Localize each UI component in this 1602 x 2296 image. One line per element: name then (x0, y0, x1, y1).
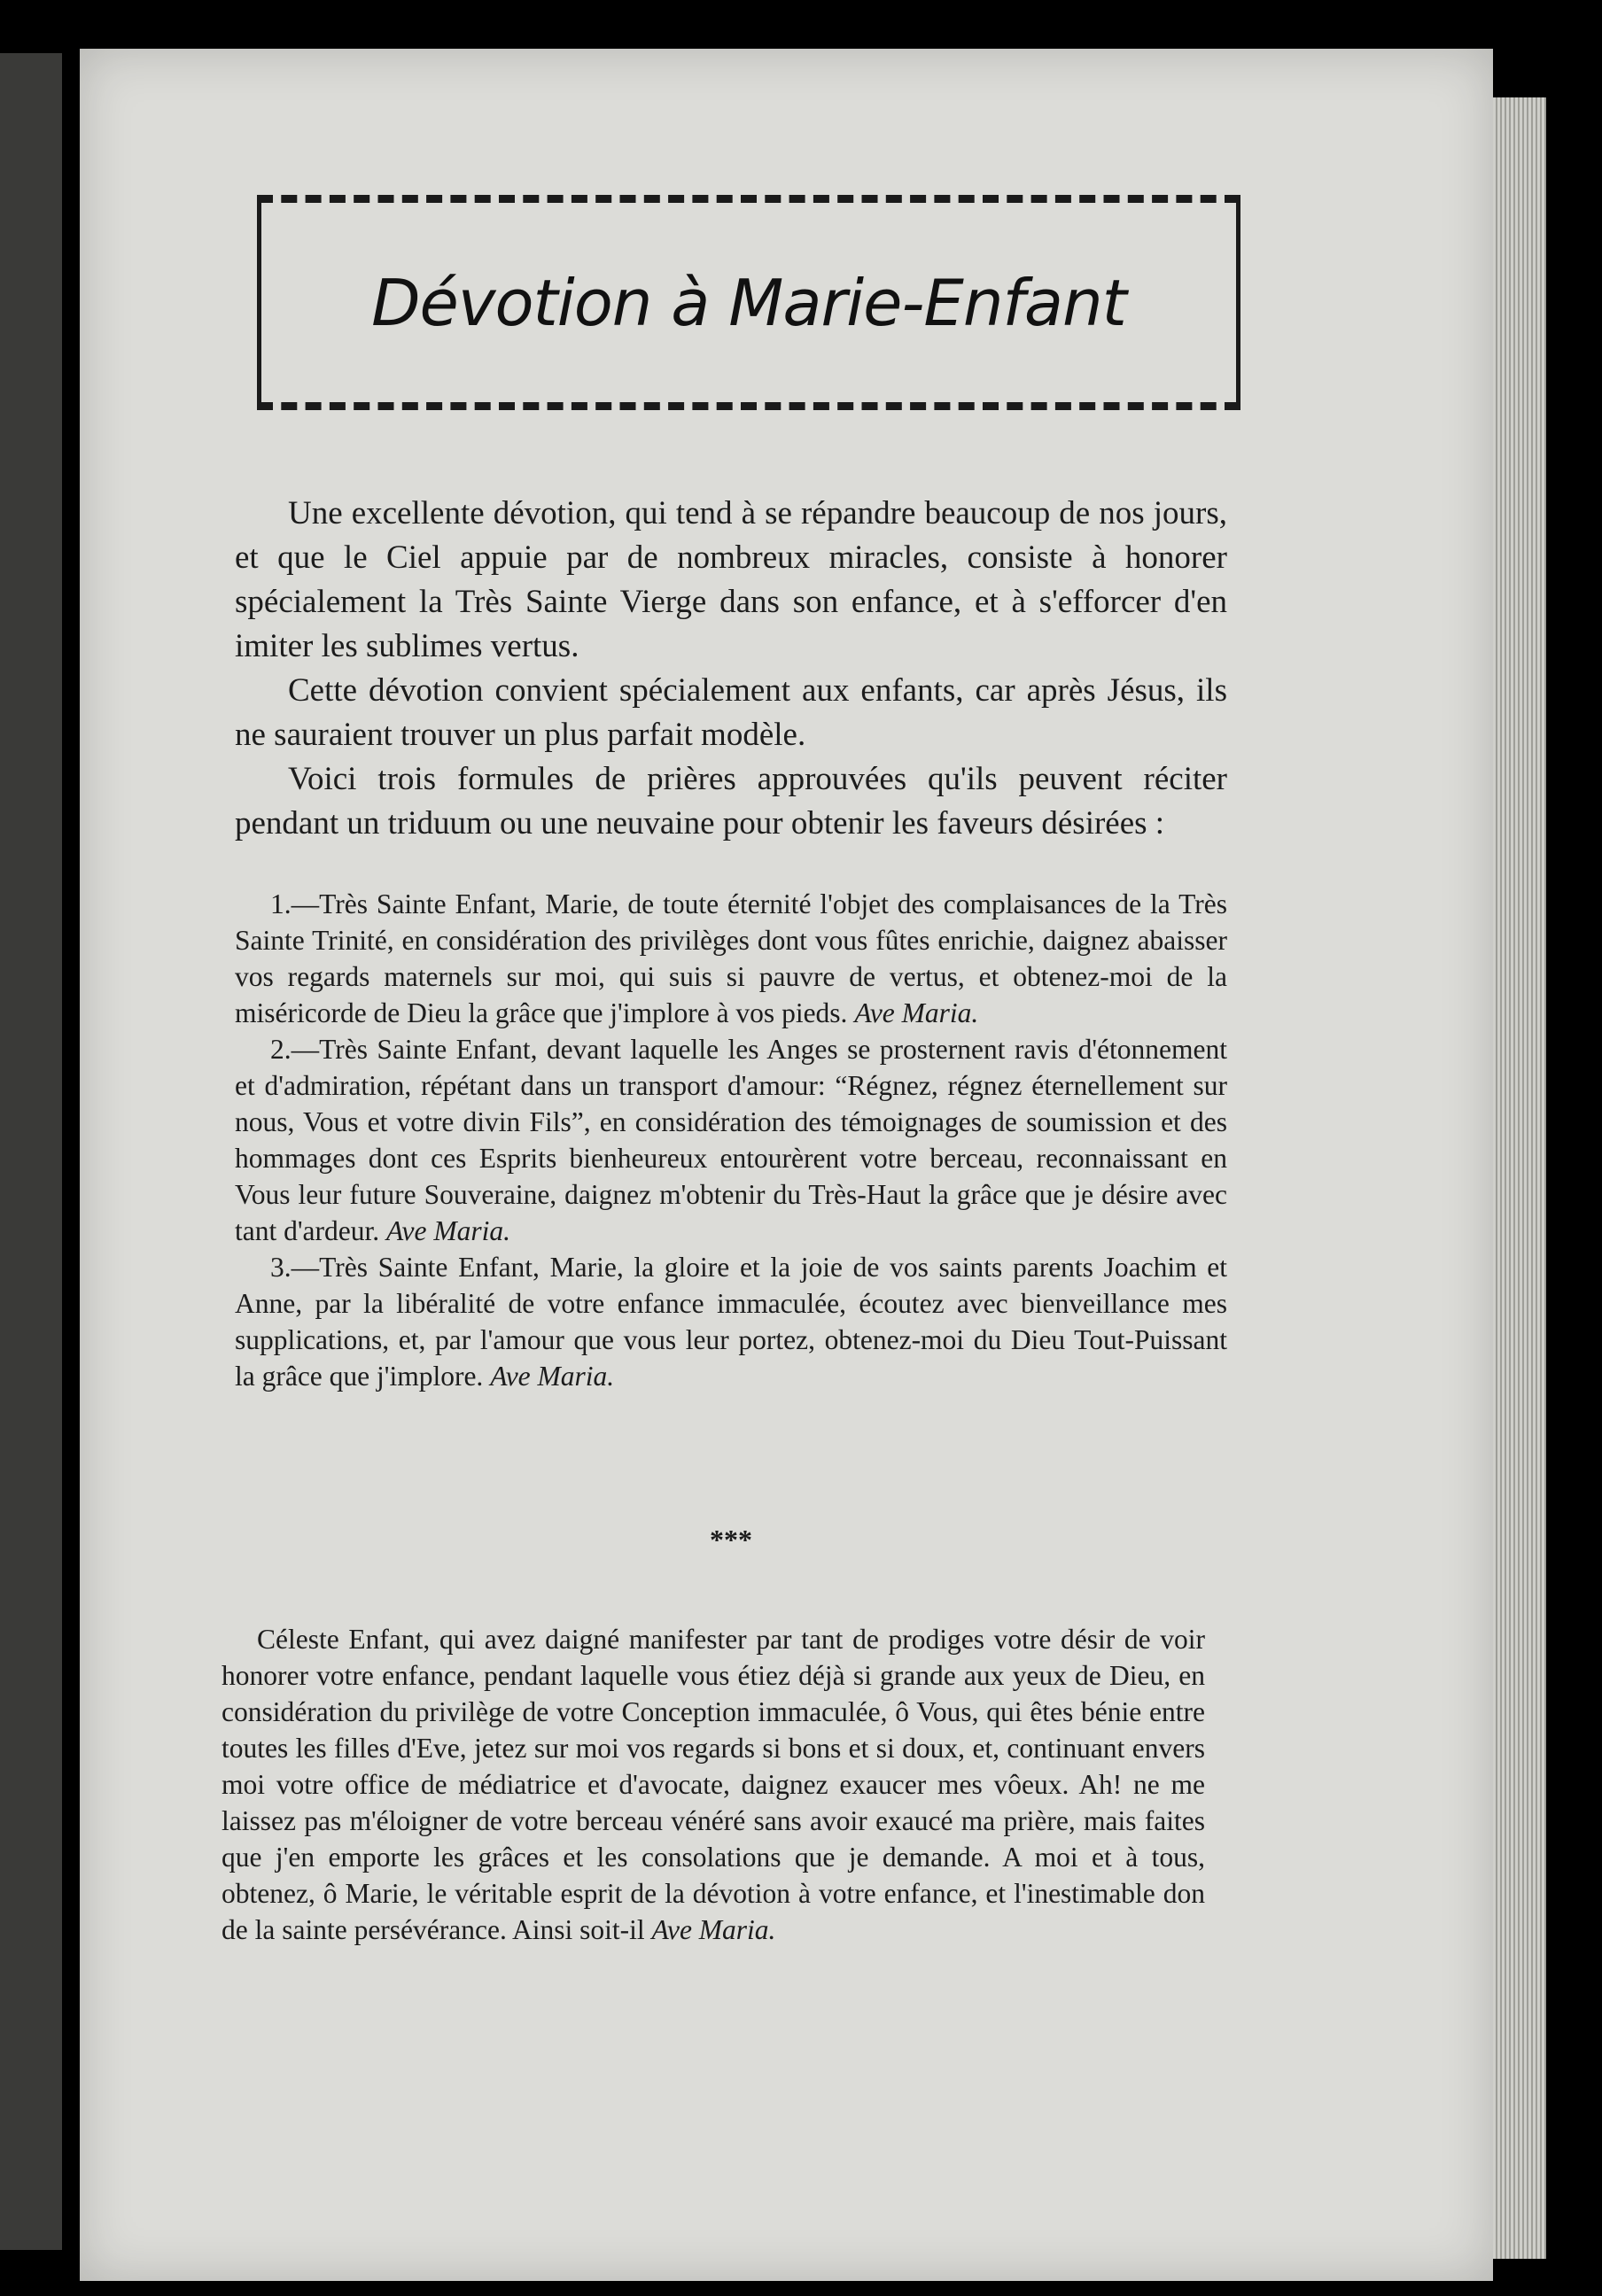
final-prayer-section (222, 1621, 1205, 1948)
prayer-text: 2.—Très Sainte Enfant, devant laquelle les Anges se prosternent ravis d'étonnement et d'admiration, répétant dans un transport d'amour: “Régnez, régnez éternellement sur nous, Vous et votre divin Fils”, en considération des témoignages de soumission et des hommages dont ces Esprits bienheureux entourèrent votre berceau, reconnaissant en Vous leur future Souveraine, daignez m'obtenir du Très-Haut la grâce que je désire avec tant d'ardeur. (235, 1034, 1227, 1246)
prayer-item (235, 1249, 1227, 1394)
title-frame (257, 195, 1240, 410)
final-prayer-ending: Ave Maria. (651, 1914, 776, 1945)
intro-paragraph: Voici trois formules de prières approuvées qu'ils peuvent réciter pendant un triduum ou une neuvaine pour obtenir les faveurs désirées : (235, 761, 1227, 842)
page-title: Dévotion à Marie-Enfant (371, 265, 1126, 340)
prayer-text: 3.—Très Sainte Enfant, Marie, la gloire et la joie de vos saints parents Joachim et Anne, par la libéralité de votre enfance immaculée, écoutez avec bienveillance mes supplications, et, par l'amour que vous leur portez, obtenez-moi du Dieu Tout-Puissant la grâce que j'implore. (235, 1252, 1227, 1392)
intro-paragraph: Cette dévotion convient spécialement aux enfants, car après Jésus, ils ne sauraient trouver un plus parfait modèle. (235, 672, 1227, 753)
prayer-item (235, 886, 1227, 1031)
prayer-ending: Ave Maria. (386, 1215, 510, 1246)
final-prayer (222, 1621, 1205, 1948)
prayer-item (235, 1031, 1227, 1249)
prayer-ending: Ave Maria. (854, 997, 979, 1028)
intro-section (235, 492, 1227, 846)
prayer-text: 1.—Très Sainte Enfant, Marie, de toute éternité l'objet des complaisances de la Très Sainte Trinité, en considération des privilèges dont vous fûtes enrichie, daignez abaisser vos regards maternels sur moi, qui suis si pauvre de vertus, et obtenez-moi de la miséricorde de Dieu la grâce que j'implore à vos pieds. (235, 888, 1227, 1028)
intro-paragraph: Une excellente dévotion, qui tend à se répandre beaucoup de nos jours, et que le Ciel appuie par de nombreux miracles, consiste à honorer spécialement la Très Sainte Vierge dans son enfance, et à s'efforcer d'en imiter les sublimes vertus. (235, 495, 1227, 664)
prayer-ending: Ave Maria. (490, 1361, 615, 1392)
prayer-list (235, 886, 1227, 1394)
section-separator: *** (710, 1524, 752, 1555)
adjacent-page-edge (0, 53, 62, 2250)
final-prayer-text: Céleste Enfant, qui avez daigné manifester par tant de prodiges votre désir de voir honorer votre enfance, pendant laquelle vous étiez déjà si grande aux yeux de Dieu, en considération du privilège de votre Conception immaculée, ô Vous, qui êtes bénie entre toutes les filles d'Eve, jetez sur moi vos regards si bons et si doux, et, continuant envers moi votre office de médiatrice et d'avocate, daignez exaucer mes vôeux. Ah! ne me laissez pas m'éloigner de votre berceau vénéré sans avoir exaucé ma prière, mais faites que j'en emporte les grâces et les consolations que je demande. A moi et à tous, obtenez, ô Marie, le véritable esprit de la dévotion à votre enfance, et l'inestimable don de la sainte persévérance. Ainsi soit-il (222, 1624, 1205, 1945)
